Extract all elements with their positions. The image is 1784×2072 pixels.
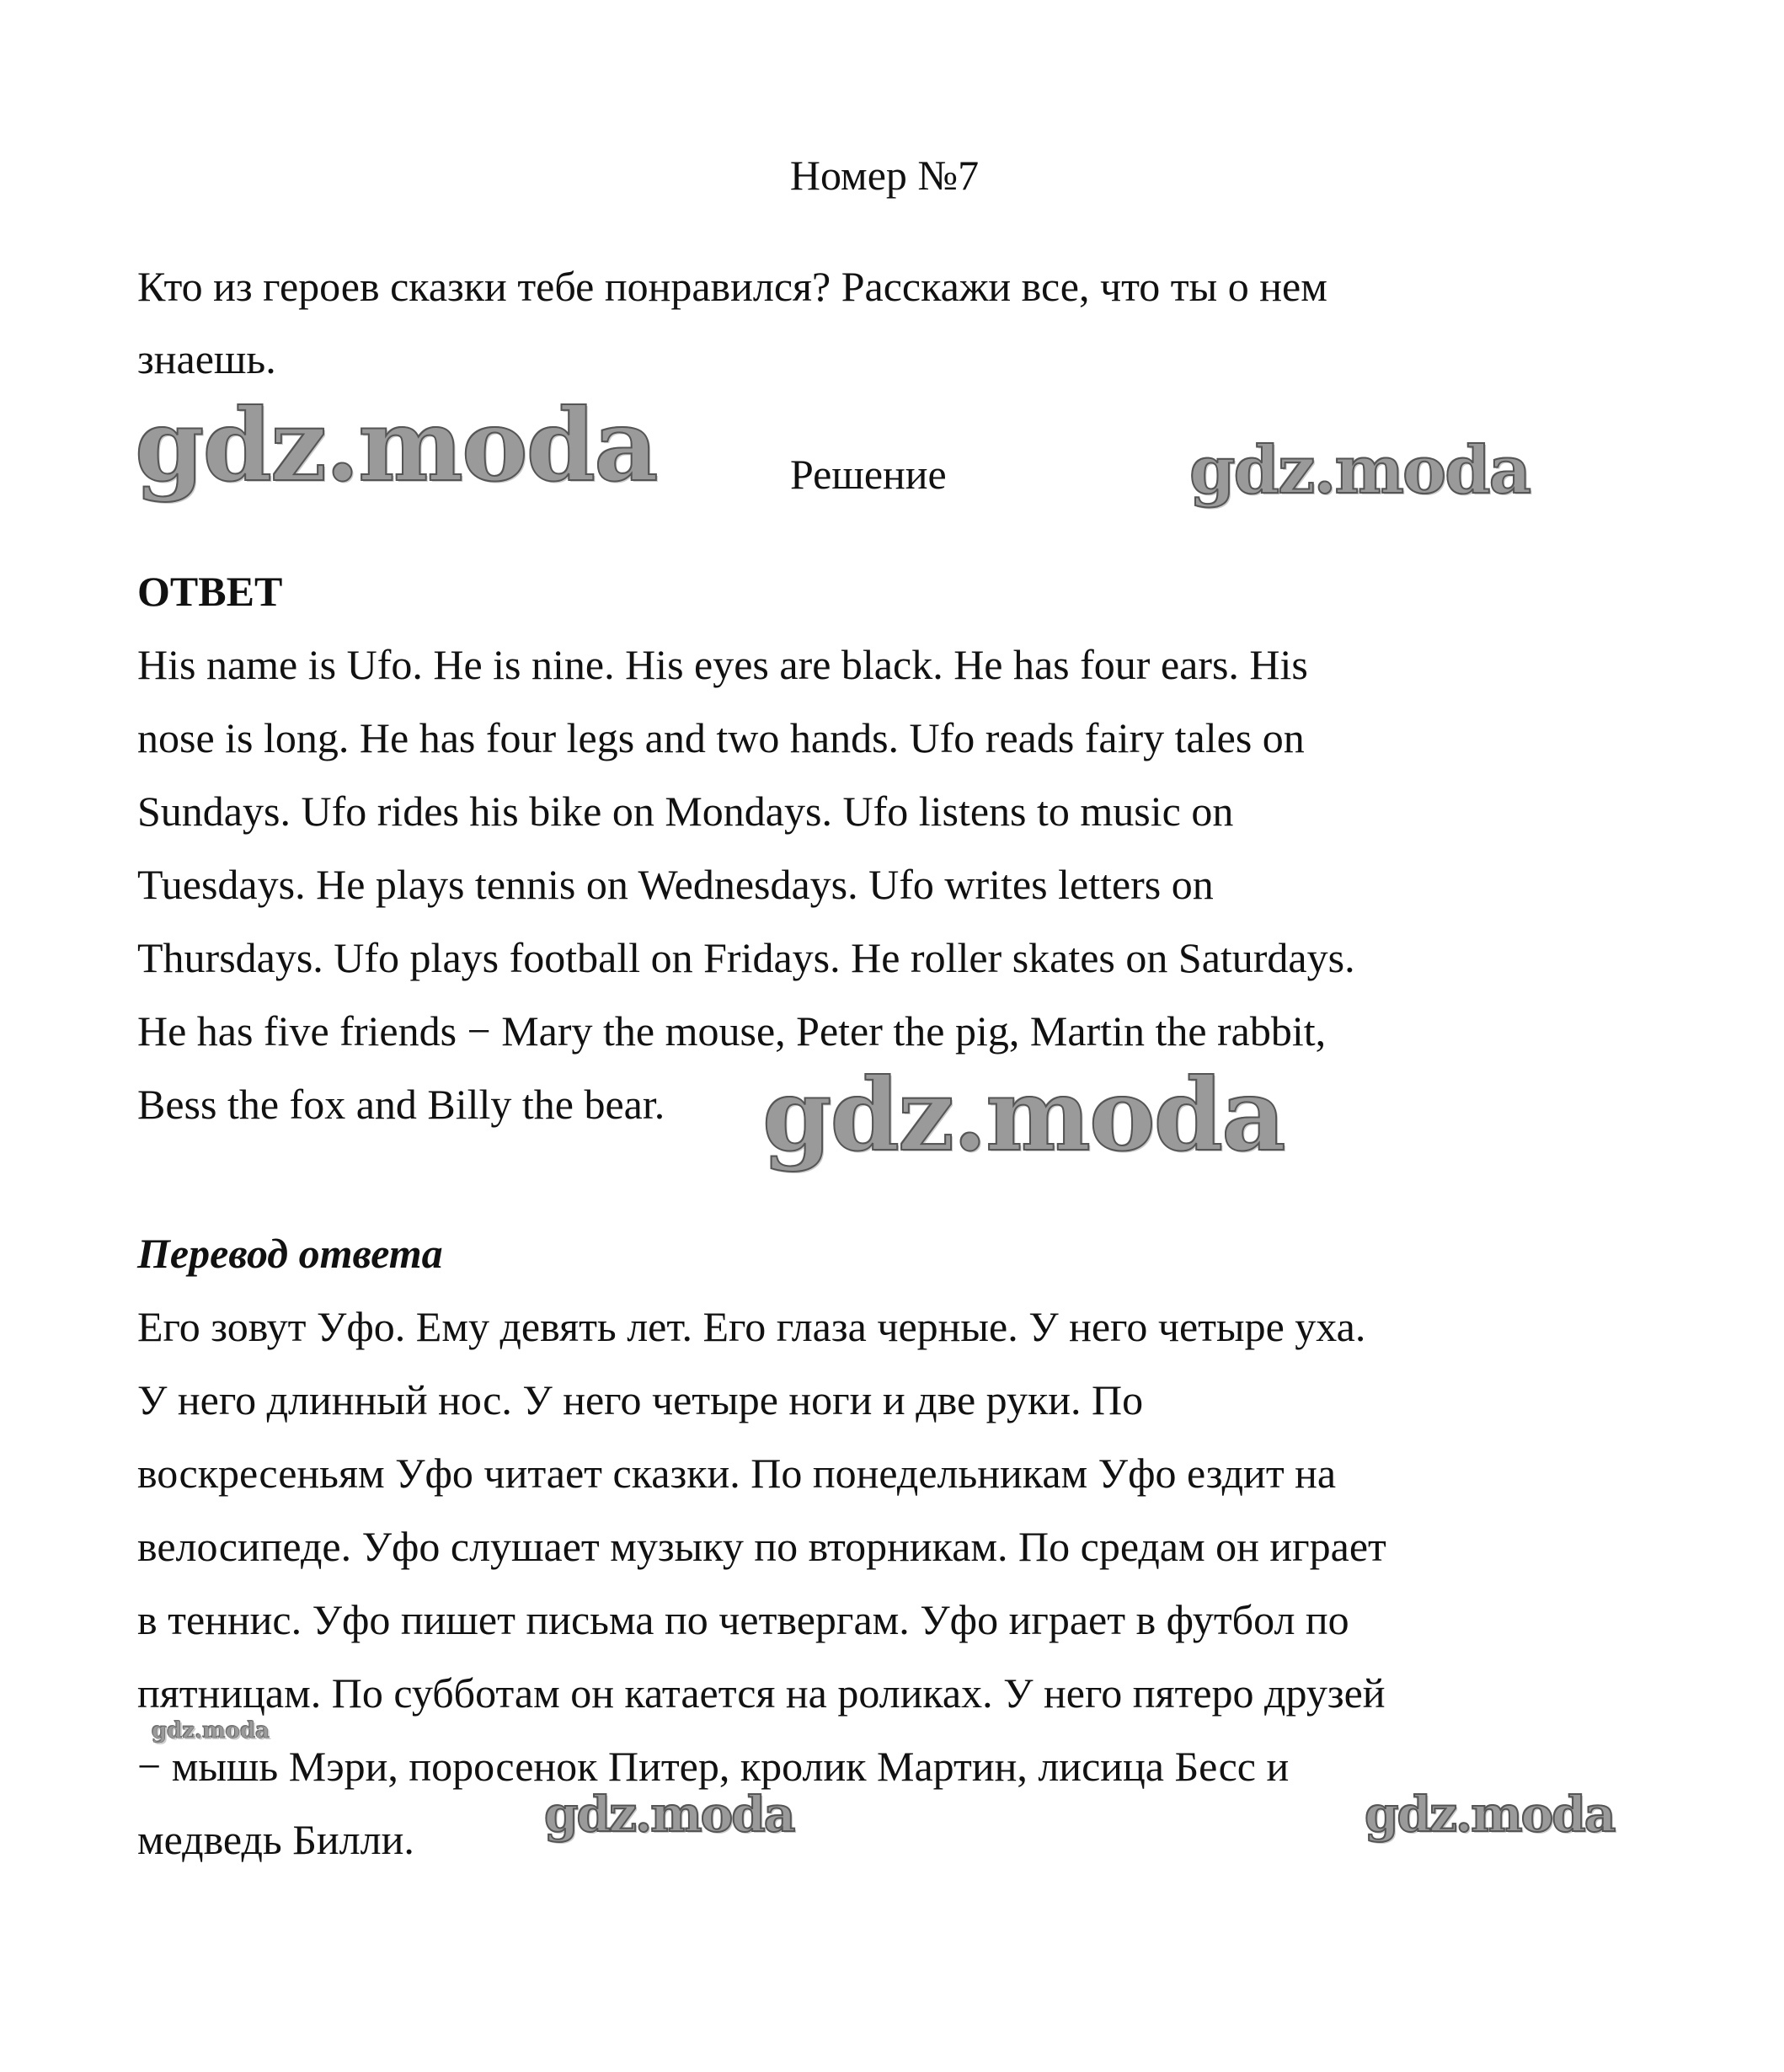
question-line: знаешь. (137, 335, 276, 382)
translation-heading: Перевод ответа (137, 1230, 443, 1277)
answer-line: nose is long. He has four legs and two hands. Ufo reads fairy tales on (137, 714, 1305, 761)
translation-line: Его зовут Уфо. Ему девять лет. Его глаза черные. У него четыре уха. (137, 1303, 1366, 1350)
page-title: Номер №7 (789, 152, 980, 199)
answer-line: Tuesdays. He plays tennis on Wednesdays. Ufo writes letters on (137, 861, 1214, 908)
translation-line: У него длинный нос. У него четыре ноги и две руки. По (137, 1376, 1144, 1423)
translation-line: в теннис. Уфо пишет письма по четвергам. Уфо играет в футбол по (137, 1596, 1349, 1643)
translation-line: пятницам. По субботам он катается на роликах. У него пятеро друзей (137, 1669, 1386, 1717)
answer-line: Bess the fox and Billy the bear. (137, 1081, 665, 1128)
translation-line: велосипеде. Уфо слушает музыку по вторникам. По средам он играет (137, 1523, 1386, 1570)
answer-heading: ОТВЕТ (137, 568, 283, 615)
translation-line: воскресеньям Уфо читает сказки. По понедельникам Уфо ездит на (137, 1450, 1337, 1497)
watermark-logo: gdz.moda (762, 1056, 1285, 1173)
watermark-logo: gdz.moda (1365, 1786, 1615, 1843)
answer-line: Sundays. Ufo rides his bike on Mondays. Ufo listens to music on (137, 788, 1234, 835)
answer-line: He has five friends − Mary the mouse, Peter the pig, Martin the rabbit, (137, 1007, 1327, 1055)
question-line: Кто из героев сказки тебе понравился? Расскажи все, что ты о нем (137, 263, 1327, 310)
watermark-logo: gdz.moda (544, 1786, 794, 1843)
translation-line: медведь Билли. (137, 1816, 414, 1863)
watermark-logo: gdz.moda (135, 387, 657, 504)
watermark-logo: gdz.moda (1189, 432, 1530, 509)
answer-line: His name is Ufo. He is nine. His eyes are black. He has four ears. His (137, 641, 1308, 688)
translation-line: − мышь Мэри, поросенок Питер, кролик Мартин, лисица Бесс и (137, 1743, 1290, 1790)
solution-label: Решение (790, 451, 947, 498)
answer-line: Thursdays. Ufo plays football on Fridays. He roller skates on Saturdays. (137, 934, 1355, 981)
watermark-logo: gdz.moda (152, 1718, 270, 1744)
